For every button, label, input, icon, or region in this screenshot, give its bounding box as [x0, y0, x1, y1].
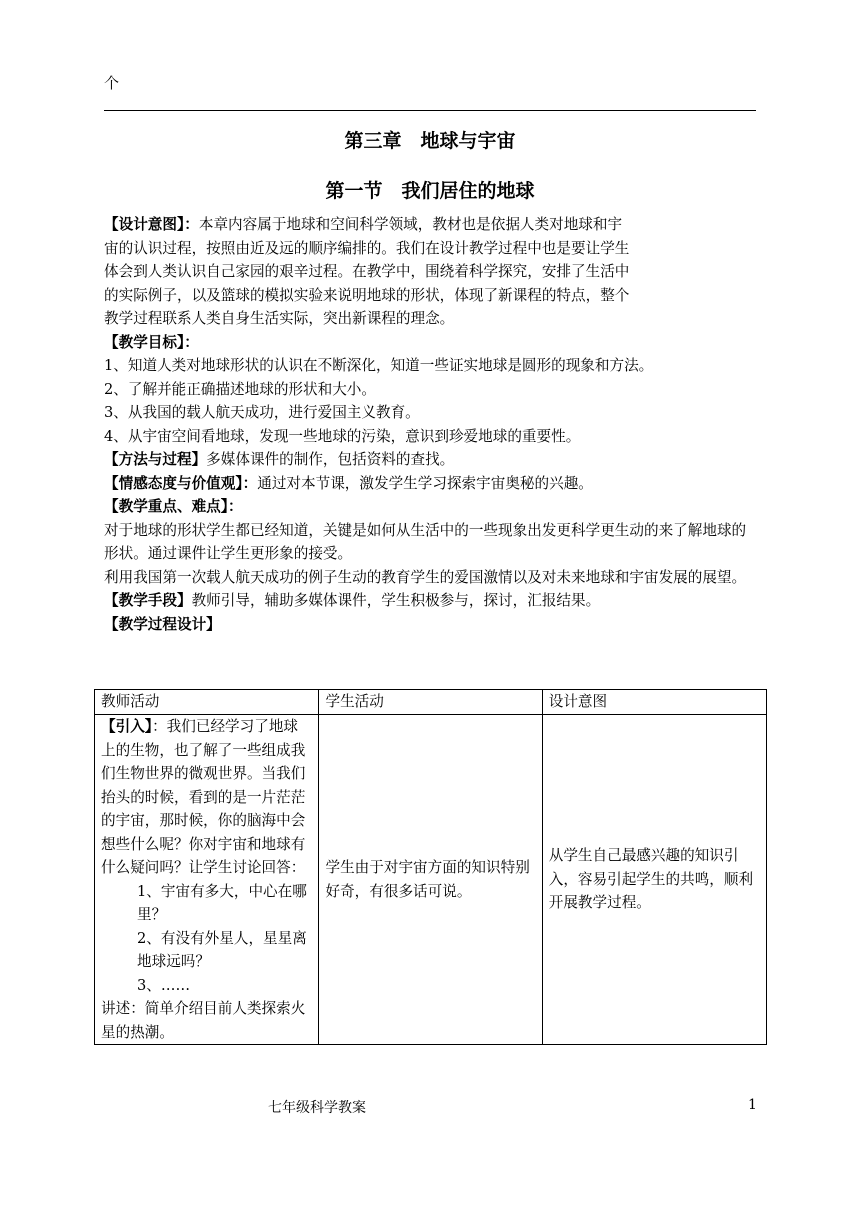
design-intent-line: 宙的认识过程，按照由近及远的顺序编排的。我们在设计教学过程中也是要让学生 [104, 239, 630, 257]
design-intent-label: 【设计意图】： [104, 216, 199, 233]
method-line: 【方法与过程】多媒体课件的制作，包括资料的查找。 [104, 451, 455, 468]
table-header-student: 学生活动 [319, 690, 542, 715]
document-body [104, 213, 759, 636]
table-header-teacher: 教师活动 [95, 690, 319, 715]
design-intent [104, 213, 759, 331]
goal-item: 1、知道人类对地球形状的认识在不断深化，知道一些证实地球是圆形的现象和方法。 [104, 357, 654, 374]
key-points-paragraph: 利用我国第一次载人航天成功的例子生动的教育学生的爱国激情以及对未来地球和宇宙发展的展望。 [104, 568, 747, 586]
section-title: 第一节 我们居住的地球 [325, 180, 535, 202]
table-header-row [95, 690, 767, 715]
chapter-title: 第三章 地球与宇宙 [344, 130, 516, 152]
footer-course: 七年级科学教案 [268, 1100, 366, 1116]
question-item: 2、有没有外星人，星星离地球远吗？ [137, 929, 307, 970]
means-line: 【教学手段】教师引导，辅助多媒体课件，学生积极参与，探讨，汇报结果。 [104, 592, 601, 609]
question-item: 3、…… [137, 976, 191, 994]
intro-paragraph: 【引入】：我们已经学习了地球上的生物，也了解了一些组成我们生物世界的微观世界。当我们抬头的时候，看到的是一片茫茫的宇宙，那时候，你的脑海中会想些什么呢？你对宇宙和地球有什么疑问吗？让学生讨论回答： [101, 718, 306, 876]
design-intent-cell: 从学生自己最感兴趣的知识引入，容易引起学生的共鸣，顺利开展教学过程。 [542, 715, 766, 1045]
header-rule [104, 110, 756, 111]
table-row [95, 715, 767, 1045]
method-label: 【方法与过程】 [104, 451, 207, 468]
header-char: 个 [104, 74, 120, 92]
intro-label: 【引入】 [101, 718, 153, 735]
goal-item: 3、从我国的载人航天成功，进行爱国主义教育。 [104, 404, 420, 421]
design-intent-line: 的实际例子，以及篮球的模拟实验来说明地球的形状，体现了新课程的特点，整个 [104, 286, 630, 304]
question-item: 1、宇宙有多大，中心在哪里？ [137, 882, 307, 923]
goals-label: 【教学目标】： [104, 333, 199, 351]
goal-item: 4、从宇宙空间看地球，发现一些地球的污染，意识到珍爱地球的重要性。 [104, 427, 581, 445]
emotion-line: 【情感态度与价值观】：通过对本节课，激发学生学习探索宇宙奥秘的兴趣。 [104, 474, 593, 492]
key-points-paragraph: 对于地球的形状学生都已经知道，关键是如何从生活中的一些现象出发更科学更生动的来了解地球的形状。通过课件让学生更形象的接受。 [104, 521, 747, 562]
emotion-label: 【情感态度与价值观】： [104, 474, 258, 492]
means-label: 【教学手段】 [104, 592, 192, 609]
design-intent-line: 体会到人类认识自己家园的艰辛过程。在教学中，围绕着科学探究，安排了生活中 [104, 263, 630, 280]
process-table [94, 689, 767, 1045]
page-number: 1 [748, 1097, 757, 1113]
key-points-label: 【教学重点、难点】： [104, 498, 243, 515]
design-intent-line: 【设计意图】：本章内容属于地球和空间科学领域，教材也是依据人类对地球和宇 [104, 216, 623, 233]
teacher-activity-cell [95, 715, 319, 1045]
goal-item: 2、了解并能正确描述地球的形状和大小。 [104, 380, 376, 398]
process-label: 【教学过程设计】 [104, 615, 221, 633]
table-header-intent: 设计意图 [542, 690, 766, 715]
narration: 讲述：简单介绍目前人类探索火星的热潮。 [101, 1000, 306, 1041]
student-activity-cell: 学生由于对宇宙方面的知识特别好奇，有很多话可说。 [319, 715, 542, 1045]
design-intent-line: 教学过程联系人类自身生活实际，突出新课程的理念。 [104, 310, 455, 327]
